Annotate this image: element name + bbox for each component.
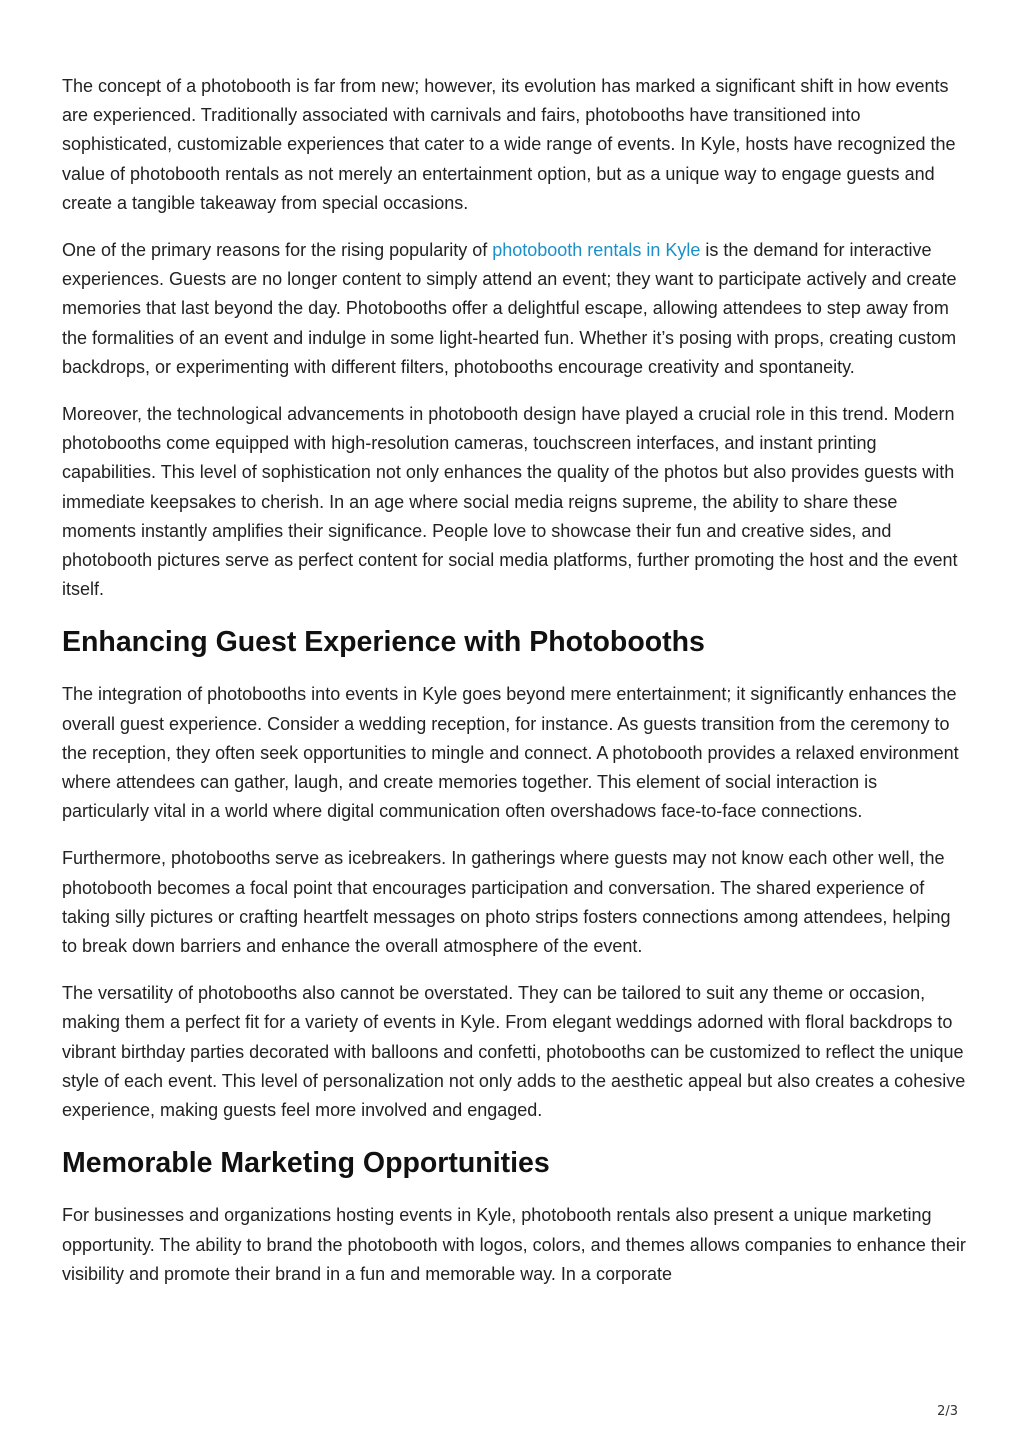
photobooth-rentals-link[interactable]: photobooth rentals in Kyle — [492, 240, 701, 261]
document-body — [62, 72, 966, 1307]
intro-paragraph-1: The concept of a photobooth is far from new; however, its evolution has marked a significant shift in how events are experienced. Traditionally associated with carnivals and fairs, photobooths have transitioned into sophisticated, customizable experiences that cater to a wide range of events. In Kyle, hosts have recognized the value of photobooth rentals as not merely an entertainment option, but as a unique way to engage guests and create a tangible takeaway from special occasions. — [62, 76, 956, 213]
section-heading-marketing: Memorable Marketing Opportunities — [62, 1147, 550, 1180]
intro-paragraph-2 — [62, 236, 966, 382]
guest-experience-paragraph-2: Furthermore, photobooths serve as icebreakers. In gatherings where guests may not know each other well, the photobooth becomes a focal point that encourages participation and conversation. The shared experience of taking silly pictures or crafting heartfelt messages on photo strips fosters connections among attendees, helping to break down barriers and enhance the overall atmosphere of the event. — [62, 848, 951, 957]
intro-paragraph-3: Moreover, the technological advancements in photobooth design have played a crucial role in this trend. Modern photobooths come equipped with high-resolution cameras, touchscreen interfaces, and instant printing capabilities. This level of sophistication not only enhances the quality of the photos but also provides guests with immediate keepsakes to cherish. In an age where social media reigns supreme, the ability to share these moments instantly amplifies their significance. People love to showcase their fun and creative sides, and photobooth pictures serve as perfect content for social media platforms, further promoting the host and the event itself. — [62, 404, 958, 600]
page-number: 2/3 — [937, 1404, 958, 1419]
guest-experience-paragraph-3: The versatility of photobooths also cannot be overstated. They can be tailored to suit any theme or occasion, making them a perfect fit for a variety of events in Kyle. From elegant weddings adorned with floral backdrops to vibrant birthday parties decorated with balloons and confetti, photobooths can be customized to reflect the unique style of each event. This level of personalization not only adds to the aesthetic appeal but also creates a cohesive experience, making guests feel more involved and engaged. — [62, 983, 966, 1121]
paragraph-text: One of the primary reasons for the rising popularity of — [62, 240, 493, 261]
paragraph-text: is the demand for interactive experiences. Guests are no longer content to simply attend an event; they want to participate actively and create memories that last beyond the day. Photobooths offer a delightful escape, allowing attendees to step away from the formalities of an event and indulge in some light-hearted fun. Whether it’s posing with props, creating custom backdrops, or experimenting with different filters, photobooths encourage creativity and spontaneity. — [62, 240, 957, 377]
section-heading-guest-experience: Enhancing Guest Experience with Photobooths — [62, 626, 705, 659]
marketing-paragraph-1: For businesses and organizations hosting events in Kyle, photobooth rentals also present a unique marketing opportunity. The ability to brand the photobooth with logos, colors, and themes allows companies to enhance their visibility and promote their brand in a fun and memorable way. In a corporate — [62, 1205, 966, 1284]
guest-experience-paragraph-1: The integration of photobooths into events in Kyle goes beyond mere entertainment; it significantly enhances the overall guest experience. Consider a wedding reception, for instance. As guests transition from the ceremony to the reception, they often seek opportunities to mingle and connect. A photobooth provides a relaxed environment where attendees can gather, laugh, and create memories together. This element of social interaction is particularly vital in a world where digital communication often overshadows face-to-face connections. — [62, 684, 959, 822]
